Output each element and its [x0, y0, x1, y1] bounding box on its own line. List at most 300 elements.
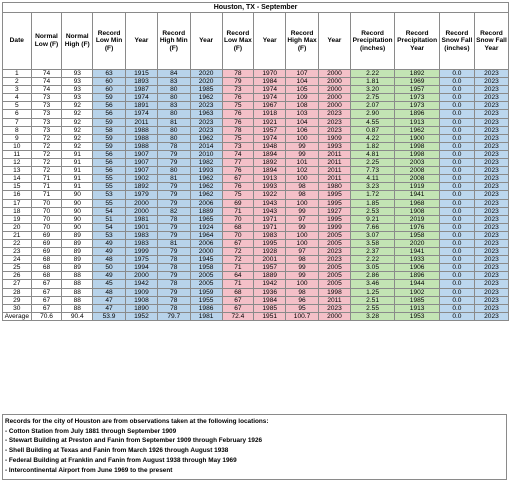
cell-year-1: 1999 — [126, 248, 158, 256]
cell-date: 23 — [3, 248, 32, 256]
cell-normal-low: 74 — [31, 70, 62, 78]
cell-record-low-min: 59 — [93, 134, 126, 142]
table-row — [3, 70, 509, 78]
cell-record-snow-year: 2023 — [474, 118, 508, 126]
cell-normal-high: 92 — [62, 126, 93, 134]
climate-records-sheet — [2, 2, 509, 321]
cell-date: 26 — [3, 272, 32, 280]
cell-normal-low: 73 — [31, 102, 62, 110]
cell-year-2: 2006 — [190, 199, 222, 207]
cell-record-snow: 0.0 — [439, 134, 474, 142]
cell-record-high-min: 78 — [157, 304, 190, 312]
cell-year-3: 1985 — [254, 304, 286, 312]
table-row — [3, 304, 509, 312]
cell-year-2: 1962 — [190, 191, 222, 199]
cell-record-high-max: 106 — [286, 126, 319, 134]
cell-year-3: 1984 — [254, 296, 286, 304]
cell-record-precip: 3.23 — [350, 183, 395, 191]
cell-record-precip-year: 1913 — [395, 118, 440, 126]
cell-record-precip: 2.07 — [350, 102, 395, 110]
cell-normal-low: 69 — [31, 231, 62, 239]
cell-normal-high: 88 — [62, 304, 93, 312]
cell-record-snow: 0.0 — [439, 231, 474, 239]
cell-record-snow-year: 2023 — [474, 86, 508, 94]
cell-normal-low: 73 — [31, 118, 62, 126]
cell-record-high-max: 102 — [286, 167, 319, 175]
cell-record-snow-year: 2023 — [474, 191, 508, 199]
cell-record-high-max: 98 — [286, 183, 319, 191]
cell-date: 13 — [3, 167, 32, 175]
cell-year-3: 1942 — [254, 280, 286, 288]
table-row — [3, 110, 509, 118]
cell-record-snow-year: 2023 — [474, 288, 508, 296]
cell-record-high-max: 99 — [286, 142, 319, 150]
cell-record-high-min: 79 — [157, 231, 190, 239]
cell-year-1: 1909 — [126, 288, 158, 296]
cell-record-snow: 0.0 — [439, 142, 474, 150]
cell-normal-low: 74 — [31, 86, 62, 94]
cell-record-low-max: 74 — [222, 150, 254, 158]
cell-record-low-min: 47 — [93, 304, 126, 312]
cell-year-2: 1945 — [190, 256, 222, 264]
cell-record-high-min: 80 — [157, 167, 190, 175]
cell-year-3: 1936 — [254, 288, 286, 296]
cell-record-high-max: 97 — [286, 248, 319, 256]
cell-record-high-min: 83 — [157, 102, 190, 110]
cell-record-high-min: 80 — [157, 126, 190, 134]
cell-year-2: 1958 — [190, 264, 222, 272]
cell-year-1: 1891 — [126, 102, 158, 110]
cell-record-snow: 0.0 — [439, 264, 474, 272]
cell-record-snow: 0.0 — [439, 118, 474, 126]
cell-normal-high: 89 — [62, 248, 93, 256]
cell-record-snow-year: 2023 — [474, 167, 508, 175]
cell-record-high-min: 79 — [157, 223, 190, 231]
cell-year-2: 1962 — [190, 183, 222, 191]
cell-record-precip: 2.53 — [350, 207, 395, 215]
cell-record-precip: 3.05 — [350, 264, 395, 272]
cell-record-precip: 2.51 — [350, 296, 395, 304]
cell-record-low-max: 76 — [222, 118, 254, 126]
cell-record-high-min: 78 — [157, 280, 190, 288]
cell-normal-high: 90 — [62, 207, 93, 215]
cell-year-3: 1951 — [254, 312, 286, 320]
cell-normal-high: 91 — [62, 150, 93, 158]
average-row — [3, 312, 509, 320]
cell-record-low-max: 69 — [222, 199, 254, 207]
cell-record-low-min: 59 — [93, 142, 126, 150]
cell-record-low-max: 72 — [222, 256, 254, 264]
header-record-high-max: Record High Max (F) — [286, 13, 319, 70]
cell-year-4: 1995 — [319, 199, 351, 207]
cell-normal-high: 89 — [62, 239, 93, 247]
table-row — [3, 118, 509, 126]
note-intercontinental-airport: - Intercontinental Airport from June 1969 to the present — [5, 466, 173, 474]
cell-record-snow: 0.0 — [439, 207, 474, 215]
cell-normal-low: 70 — [31, 215, 62, 223]
cell-record-precip-year: 1973 — [395, 94, 440, 102]
cell-record-precip: 1.81 — [350, 78, 395, 86]
cell-record-low-max: 67 — [222, 296, 254, 304]
cell-record-snow: 0.0 — [439, 167, 474, 175]
cell-record-low-min: 58 — [93, 126, 126, 134]
cell-normal-high: 90.4 — [62, 312, 93, 320]
table-row — [3, 231, 509, 239]
cell-year-4: 2011 — [319, 296, 351, 304]
header-year-2: Year — [190, 13, 222, 70]
cell-date: 14 — [3, 175, 32, 183]
cell-record-precip-year: 2008 — [395, 175, 440, 183]
cell-year-4: 2000 — [319, 86, 351, 94]
cell-record-snow-year: 2023 — [474, 134, 508, 142]
note-stewart-building: - Stewart Building at Preston and Fanin from September 1909 through February 1926 — [5, 437, 263, 445]
cell-record-high-max: 101 — [286, 159, 319, 167]
cell-record-low-max: 73 — [222, 142, 254, 150]
cell-year-4: 2005 — [319, 272, 351, 280]
cell-year-4: 2000 — [319, 94, 351, 102]
cell-year-4: 2023 — [319, 304, 351, 312]
cell-normal-low: 72 — [31, 167, 62, 175]
cell-record-high-min: 78 — [157, 215, 190, 223]
cell-record-snow-year: 2023 — [474, 142, 508, 150]
header-year-1: Year — [126, 13, 158, 70]
cell-year-3: 1957 — [254, 264, 286, 272]
cell-normal-high: 89 — [62, 264, 93, 272]
cell-year-3: 1993 — [254, 183, 286, 191]
cell-year-4: 2023 — [319, 256, 351, 264]
cell-record-snow-year: 2023 — [474, 296, 508, 304]
cell-year-2: 1964 — [190, 231, 222, 239]
cell-date: 7 — [3, 118, 32, 126]
cell-record-snow: 0.0 — [439, 248, 474, 256]
cell-year-2: 1963 — [190, 110, 222, 118]
cell-year-1: 1983 — [126, 239, 158, 247]
table-row — [3, 215, 509, 223]
cell-year-3: 1974 — [254, 94, 286, 102]
cell-normal-low: 72 — [31, 150, 62, 158]
cell-record-low-max: 76 — [222, 94, 254, 102]
header-normal-low: Normal Low (F) — [31, 13, 62, 70]
cell-year-3: 1967 — [254, 102, 286, 110]
cell-year-3: 1918 — [254, 110, 286, 118]
cell-record-low-max: 71 — [222, 280, 254, 288]
cell-date: 5 — [3, 102, 32, 110]
header-date: Date — [3, 13, 32, 70]
cell-date: Average — [3, 312, 32, 320]
cell-year-1: 1908 — [126, 296, 158, 304]
cell-record-high-min: 79 — [157, 183, 190, 191]
cell-date: 3 — [3, 86, 32, 94]
cell-year-4: 2011 — [319, 150, 351, 158]
cell-normal-low: 67 — [31, 288, 62, 296]
cell-record-high-min: 84 — [157, 70, 190, 78]
cell-record-snow: 0.0 — [439, 280, 474, 288]
cell-record-precip: 4.22 — [350, 134, 395, 142]
cell-record-precip: 3.28 — [350, 312, 395, 320]
table-row — [3, 223, 509, 231]
cell-date: 4 — [3, 94, 32, 102]
cell-year-1: 1974 — [126, 94, 158, 102]
cell-date: 27 — [3, 280, 32, 288]
cell-year-4: 2011 — [319, 167, 351, 175]
table-row — [3, 296, 509, 304]
cell-year-3: 1984 — [254, 78, 286, 86]
cell-year-4: 2000 — [319, 78, 351, 86]
cell-year-1: 1981 — [126, 215, 158, 223]
table-row — [3, 167, 509, 175]
cell-record-low-min: 49 — [93, 239, 126, 247]
cell-record-low-max: 67 — [222, 304, 254, 312]
cell-record-precip-year: 2003 — [395, 159, 440, 167]
cell-record-precip-year: 1962 — [395, 126, 440, 134]
cell-record-high-max: 98 — [286, 191, 319, 199]
cell-date: 29 — [3, 296, 32, 304]
cell-record-snow-year: 2023 — [474, 183, 508, 191]
cell-year-4: 1999 — [319, 223, 351, 231]
cell-record-low-min: 56 — [93, 102, 126, 110]
cell-record-low-min: 53.9 — [93, 312, 126, 320]
cell-record-high-min: 80 — [157, 134, 190, 142]
cell-year-4: 2023 — [319, 126, 351, 134]
table-row — [3, 248, 509, 256]
cell-normal-low: 73 — [31, 110, 62, 118]
cell-record-snow-year: 2023 — [474, 175, 508, 183]
cell-year-4: 2000 — [319, 70, 351, 78]
cell-record-high-min: 78 — [157, 264, 190, 272]
cell-record-precip-year: 1953 — [395, 312, 440, 320]
table-row — [3, 175, 509, 183]
cell-record-snow: 0.0 — [439, 272, 474, 280]
cell-record-snow-year: 2023 — [474, 110, 508, 118]
cell-date: 2 — [3, 78, 32, 86]
cell-record-high-max: 99 — [286, 150, 319, 158]
cell-year-4: 1927 — [319, 207, 351, 215]
cell-record-low-min: 55 — [93, 183, 126, 191]
table-row — [3, 239, 509, 247]
cell-record-snow: 0.0 — [439, 191, 474, 199]
cell-year-1: 1942 — [126, 280, 158, 288]
cell-record-snow: 0.0 — [439, 78, 474, 86]
cell-normal-low: 70 — [31, 199, 62, 207]
cell-year-1: 1892 — [126, 183, 158, 191]
cell-record-low-min: 56 — [93, 110, 126, 118]
cell-record-precip: 2.75 — [350, 94, 395, 102]
cell-normal-high: 91 — [62, 175, 93, 183]
cell-record-high-min: 81 — [157, 239, 190, 247]
cell-year-1: 1890 — [126, 304, 158, 312]
header-record-precip-year: Record Precipitation Year — [395, 13, 440, 70]
cell-date: 9 — [3, 134, 32, 142]
cell-record-precip: 1.85 — [350, 199, 395, 207]
cell-record-low-max: 71 — [222, 264, 254, 272]
cell-record-precip: 2.37 — [350, 248, 395, 256]
cell-record-low-max: 78 — [222, 70, 254, 78]
cell-year-1: 1988 — [126, 126, 158, 134]
cell-year-3: 1995 — [254, 239, 286, 247]
cell-normal-low: 74 — [31, 78, 62, 86]
cell-date: 21 — [3, 231, 32, 239]
cell-date: 17 — [3, 199, 32, 207]
cell-year-2: 1993 — [190, 167, 222, 175]
cell-year-1: 1987 — [126, 86, 158, 94]
cell-normal-high: 93 — [62, 86, 93, 94]
table-row — [3, 142, 509, 150]
cell-year-1: 1988 — [126, 142, 158, 150]
cell-record-high-max: 100 — [286, 239, 319, 247]
cell-year-4: 1995 — [319, 191, 351, 199]
cell-record-high-max: 99 — [286, 207, 319, 215]
cell-year-2: 1962 — [190, 94, 222, 102]
cell-record-low-max: 76 — [222, 183, 254, 191]
cell-record-snow-year: 2023 — [474, 199, 508, 207]
cell-year-1: 2000 — [126, 207, 158, 215]
note-cotton-station: - Cotton Station from July 1881 through September 1909 — [5, 427, 177, 435]
cell-record-low-min: 47 — [93, 296, 126, 304]
cell-normal-high: 89 — [62, 256, 93, 264]
cell-record-high-max: 108 — [286, 102, 319, 110]
cell-record-high-max: 107 — [286, 70, 319, 78]
cell-date: 16 — [3, 191, 32, 199]
cell-year-2: 2023 — [190, 126, 222, 134]
records-table — [2, 2, 509, 321]
cell-record-high-max: 98 — [286, 256, 319, 264]
cell-record-precip: 7.66 — [350, 223, 395, 231]
cell-record-snow: 0.0 — [439, 256, 474, 264]
cell-normal-low: 67 — [31, 280, 62, 288]
cell-record-precip-year: 1944 — [395, 280, 440, 288]
cell-record-precip: 3.58 — [350, 239, 395, 247]
cell-normal-high: 93 — [62, 94, 93, 102]
cell-record-precip-year: 1892 — [395, 70, 440, 78]
cell-record-low-max: 64 — [222, 272, 254, 280]
cell-record-precip: 4.81 — [350, 150, 395, 158]
cell-record-high-min: 83 — [157, 78, 190, 86]
cell-record-high-max: 96 — [286, 296, 319, 304]
cell-record-low-min: 49 — [93, 248, 126, 256]
cell-year-4: 1909 — [319, 134, 351, 142]
cell-record-low-min: 59 — [93, 94, 126, 102]
cell-year-4: 1995 — [319, 215, 351, 223]
cell-record-snow-year: 2023 — [474, 78, 508, 86]
cell-record-low-min: 53 — [93, 191, 126, 199]
table-row — [3, 86, 509, 94]
cell-record-precip-year: 2019 — [395, 215, 440, 223]
cell-record-precip-year: 1973 — [395, 102, 440, 110]
cell-year-1: 1901 — [126, 223, 158, 231]
cell-record-high-max: 99 — [286, 264, 319, 272]
cell-record-low-max: 68 — [222, 288, 254, 296]
cell-record-low-max: 70 — [222, 231, 254, 239]
cell-normal-low: 68 — [31, 272, 62, 280]
cell-record-low-max: 75 — [222, 191, 254, 199]
cell-record-low-max: 75 — [222, 134, 254, 142]
cell-date: 11 — [3, 150, 32, 158]
cell-normal-high: 90 — [62, 199, 93, 207]
cell-year-4: 2023 — [319, 110, 351, 118]
cell-year-3: 1922 — [254, 191, 286, 199]
sheet-title: Houston, TX - September — [3, 3, 509, 13]
cell-record-snow-year: 2023 — [474, 126, 508, 134]
table-row — [3, 134, 509, 142]
cell-record-precip-year: 1969 — [395, 78, 440, 86]
cell-record-high-min: 79 — [157, 191, 190, 199]
cell-record-precip-year: 1998 — [395, 142, 440, 150]
cell-record-precip-year: 1958 — [395, 231, 440, 239]
cell-record-high-min: 78 — [157, 256, 190, 264]
cell-normal-high: 92 — [62, 142, 93, 150]
cell-record-low-max: 76 — [222, 167, 254, 175]
cell-record-precip-year: 1919 — [395, 183, 440, 191]
cell-record-low-min: 53 — [93, 231, 126, 239]
cell-record-precip-year: 1985 — [395, 296, 440, 304]
cell-record-snow: 0.0 — [439, 239, 474, 247]
cell-date: 30 — [3, 304, 32, 312]
cell-year-3: 1913 — [254, 175, 286, 183]
cell-record-snow-year: 2023 — [474, 256, 508, 264]
cell-year-1: 1979 — [126, 191, 158, 199]
cell-year-1: 1952 — [126, 312, 158, 320]
cell-year-2: 1962 — [190, 134, 222, 142]
cell-record-snow: 0.0 — [439, 86, 474, 94]
cell-record-snow: 0.0 — [439, 159, 474, 167]
cell-year-1: 1907 — [126, 159, 158, 167]
cell-record-precip: 1.72 — [350, 191, 395, 199]
cell-normal-high: 90 — [62, 191, 93, 199]
cell-date: 20 — [3, 223, 32, 231]
cell-record-low-min: 63 — [93, 70, 126, 78]
cell-record-low-max: 77 — [222, 159, 254, 167]
cell-record-high-max: 100.7 — [286, 312, 319, 320]
cell-year-3: 1948 — [254, 142, 286, 150]
cell-record-high-min: 78 — [157, 142, 190, 150]
cell-record-precip-year: 1933 — [395, 256, 440, 264]
cell-record-low-min: 55 — [93, 175, 126, 183]
cell-record-precip-year: 1900 — [395, 134, 440, 142]
cell-year-3: 1970 — [254, 70, 286, 78]
cell-record-snow-year: 2023 — [474, 150, 508, 158]
cell-normal-high: 91 — [62, 159, 93, 167]
cell-normal-low: 73 — [31, 94, 62, 102]
cell-record-high-max: 105 — [286, 86, 319, 94]
cell-year-3: 2001 — [254, 256, 286, 264]
header-record-snow: Record Snow Fall (inches) — [439, 13, 474, 70]
cell-normal-high: 92 — [62, 118, 93, 126]
cell-record-low-min: 45 — [93, 280, 126, 288]
header-row — [3, 13, 509, 70]
cell-year-1: 1974 — [126, 110, 158, 118]
cell-record-precip: 2.90 — [350, 110, 395, 118]
header-record-snow-year: Record Snow Fall Year — [474, 13, 508, 70]
cell-record-low-max: 70 — [222, 215, 254, 223]
cell-normal-low: 69 — [31, 248, 62, 256]
cell-year-2: 2014 — [190, 142, 222, 150]
cell-normal-high: 88 — [62, 272, 93, 280]
cell-record-snow: 0.0 — [439, 94, 474, 102]
cell-record-high-max: 104 — [286, 78, 319, 86]
cell-record-high-max: 99 — [286, 272, 319, 280]
cell-record-low-max: 76 — [222, 110, 254, 118]
cell-record-low-max: 71 — [222, 207, 254, 215]
cell-record-high-min: 82 — [157, 207, 190, 215]
cell-year-2: 2023 — [190, 118, 222, 126]
cell-record-low-max: 78 — [222, 126, 254, 134]
cell-record-low-max: 79 — [222, 78, 254, 86]
cell-normal-high: 93 — [62, 78, 93, 86]
cell-record-high-max: 100 — [286, 134, 319, 142]
cell-record-high-min: 79 — [157, 288, 190, 296]
cell-record-high-min: 79 — [157, 150, 190, 158]
cell-year-4: 2023 — [319, 248, 351, 256]
